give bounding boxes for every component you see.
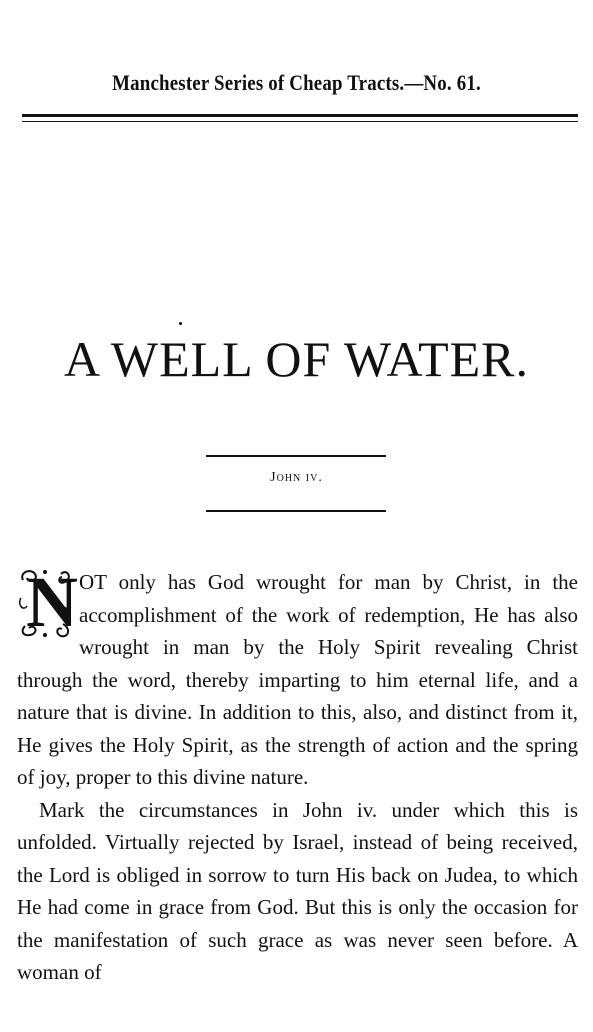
chapter-reference: John iv.	[270, 470, 323, 485]
series-header: Manchester Series of Cheap Tracts.—No. 61.	[112, 70, 481, 95]
paragraph-1-text: OT only has God wrought for man by Christ, in the accomplishment of the work of redemption, He has also wrought in man by the Holy Spirit revealing Christ through the word, thereby imparting to him eternal life, and a nature that is divine. In addition to this, also, and distinct from it, He gives the Holy Spirit, as the strength of action and the spring of joy, proper to this divine nature.	[17, 570, 578, 789]
paragraph-2: Mark the circumstances in John iv. under which this is unfolded. Virtually rejected by Israel, instead of being received, the Lord is obliged in sorrow to turn His back on Judea, to which He had come in grace from God. But this is only the occasion for the manifestation of such grace as was never seen before. A woman of	[17, 797, 578, 984]
title-rule-top	[206, 455, 386, 457]
header-rule-bottom	[22, 121, 578, 122]
ink-speck	[179, 322, 182, 325]
header-rule-top	[22, 114, 578, 117]
paragraph-1	[17, 562, 578, 794]
body-text	[17, 562, 578, 989]
drop-cap-letter: N	[26, 562, 78, 642]
page-title: A WELL OF WATER.	[63, 331, 530, 387]
title-rule-bottom	[206, 510, 386, 512]
ornamental-drop-cap	[17, 562, 78, 642]
